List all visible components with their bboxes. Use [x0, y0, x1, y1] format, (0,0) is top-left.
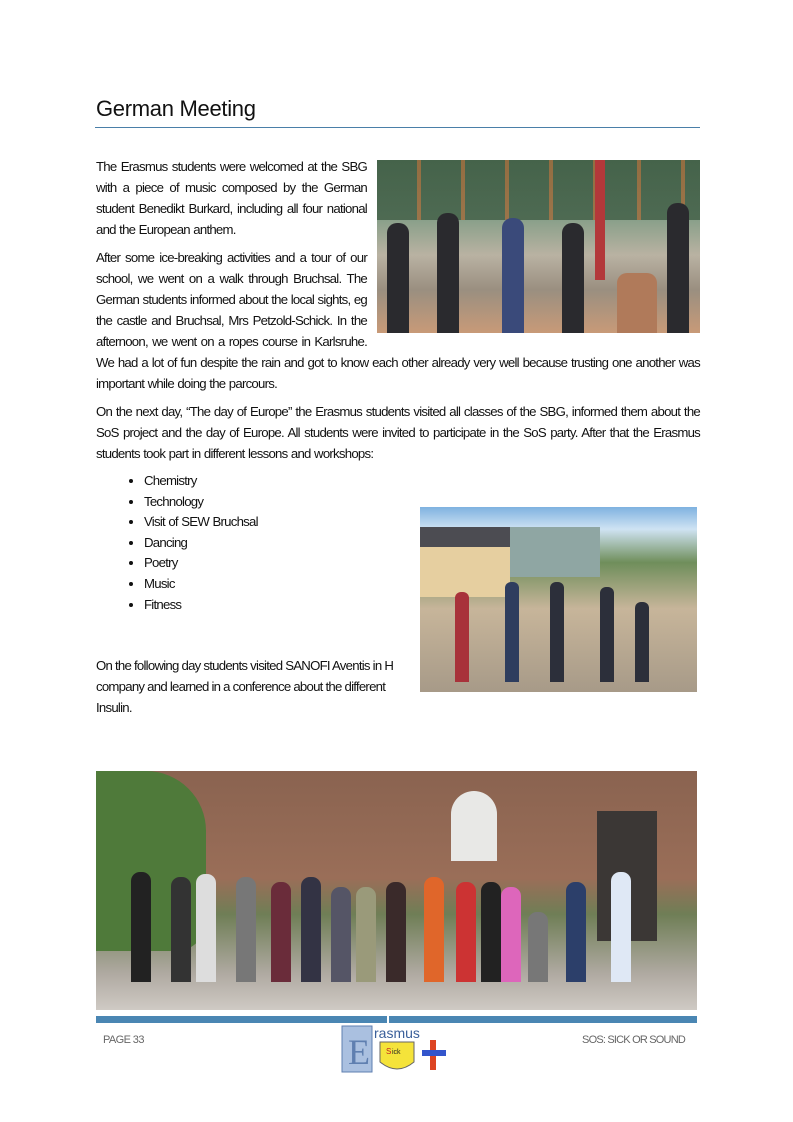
photo-outdoor-game	[420, 507, 697, 692]
list-item: • Dancing	[144, 533, 700, 554]
photo-group	[96, 771, 697, 1010]
photo-orchestra	[377, 160, 700, 333]
title-divider	[95, 127, 700, 128]
page-number: PAGE 33	[103, 1034, 144, 1046]
paragraph-day-of-europe: On the next day, “The day of Europe” the Erasmus students visited all classes of the SBG, informed them about the SoS project and the day of Europe. All students were invited to participate in the SoS party. After that the Erasmus students took part in different lessons and workshops:	[96, 404, 700, 461]
footer-bar-right	[389, 1016, 697, 1023]
text-line: Insulin.	[96, 700, 132, 715]
page-title: German Meeting	[96, 96, 256, 121]
list-item: • Visit of SEW Bruchsal	[144, 512, 700, 533]
svg-text:S: S	[386, 1047, 392, 1056]
svg-text:rasmus: rasmus	[374, 1025, 420, 1041]
text-line: On the following day students visited SANOFI Aventis in H	[96, 658, 394, 673]
text-line: company and learned in a conference about the different	[96, 679, 386, 694]
paragraph-welcome: The Erasmus students were welcomed at the SBG with a piece of music composed by the German student Benedikt Burkard, including all four national and the European anthem.	[96, 159, 367, 237]
list-item: • Poetry	[144, 553, 700, 574]
list-item: • Music	[144, 574, 700, 595]
paragraph-activities: After some ice-breaking activities and a tour of our school, we went on a walk through Bruchsal. The German students informed about the local sights, eg the castle and Bruchsal, Mrs Petzold-Schick. In the afternoon, we went on a ropes course in Karlsruhe. We had a lot of fun despite the rain and got to know each other already very well because trusting one another was important while doing the parcours.	[96, 250, 700, 391]
svg-text:ick: ick	[392, 1049, 401, 1056]
svg-text:E: E	[348, 1032, 370, 1072]
erasmus-sos-logo	[340, 1024, 460, 1074]
footer-project-name: SOS: SICK OR SOUND	[582, 1034, 685, 1046]
list-item: • Fitness	[144, 595, 700, 616]
list-item: • Chemistry	[144, 471, 700, 492]
list-item: • Technology	[144, 492, 700, 513]
paragraph-sanofi	[96, 655, 393, 718]
footer-bar-left	[96, 1016, 387, 1023]
